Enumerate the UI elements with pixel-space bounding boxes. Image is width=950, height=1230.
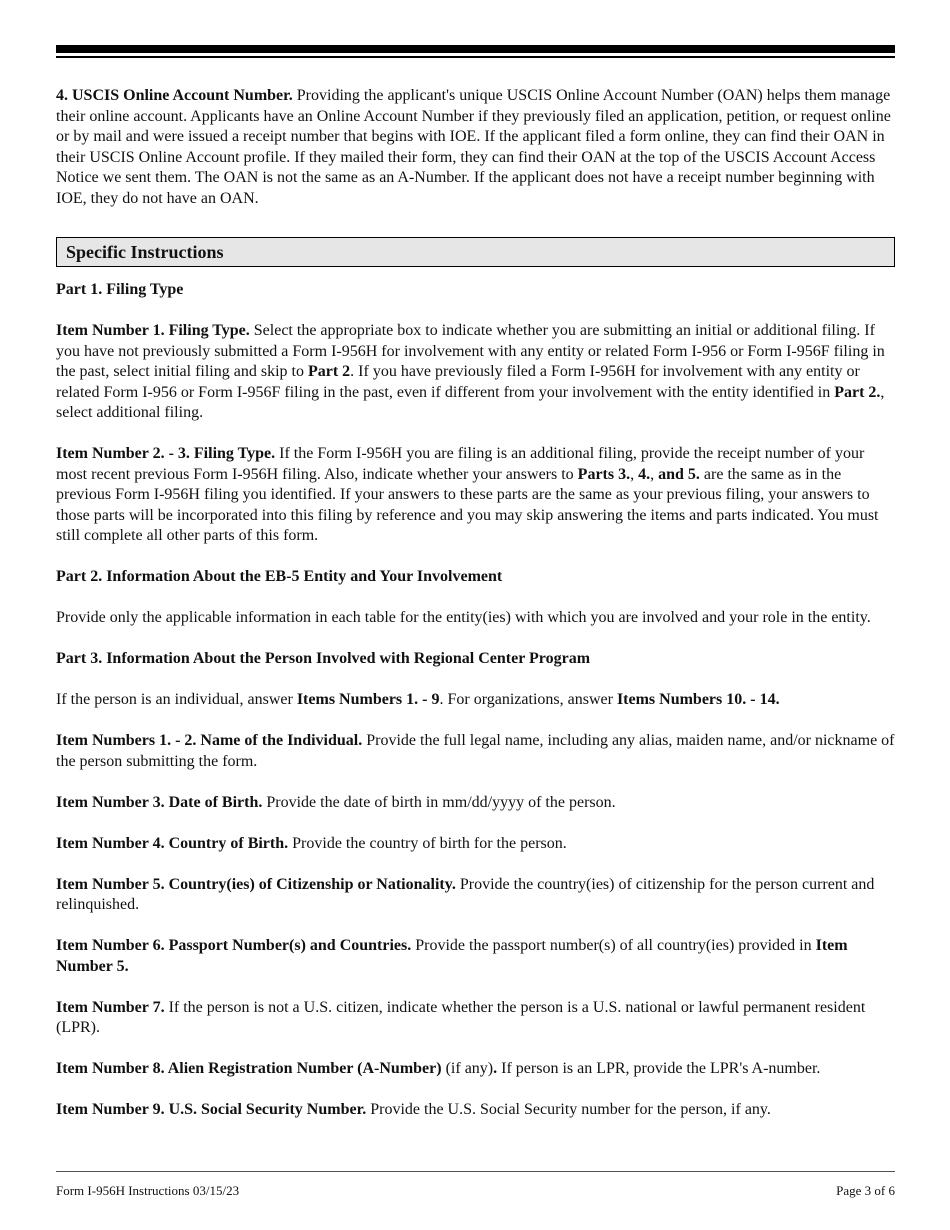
part3-item5-paragraph: Item Number 5. Country(ies) of Citizenship or Nationality. Provide the country(ies) of citizenship for the person current and relinquished. bbox=[56, 875, 875, 913]
header-thin-rule bbox=[56, 56, 895, 58]
part3-item12-paragraph: Item Numbers 1. - 2. Name of the Individual. Provide the full legal name, including any alias, maiden name, and/or nickname of the person submitting the form. bbox=[56, 732, 895, 770]
part1-item23-paragraph: Item Number 2. - 3. Filing Type. If the Form I-956H you are filing is an additional filing, provide the receipt number of your most recent previous Form I-956H filing. Also, indicate whether your answers to Parts 3., 4., and 5. are the same as in the previous Form I-956H filing you identified. If your answers to these parts are the same as your previous filing, your answers to those parts will be incorporated into this filing by reference and you may skip answering the items and parts indicated. You must still complete all other parts of this form. bbox=[56, 445, 879, 544]
part1-item1-paragraph: Item Number 1. Filing Type. Select the appropriate box to indicate whether you are submitting an initial or additional filing. If you have not previously submitted a Form I-956H for involvement with any entity or related Form I-956 or Form I-956F filing in the past, select initial filing and skip to Part 2. If you have previously filed a Form I-956H for involvement with any entity or related Form I-956 or Form I-956F filing in the past, even if different from your involvement with the entity identified in Part 2., select additional filing. bbox=[56, 322, 885, 421]
footer-rule bbox=[56, 1171, 895, 1172]
part2-paragraph: Provide only the applicable information in each table for the entity(ies) with which you are involved and your role in the entity. bbox=[56, 609, 871, 626]
document-page bbox=[56, 0, 895, 1141]
part3-item3-paragraph: Item Number 3. Date of Birth. Provide the date of birth in mm/dd/yyyy of the person. bbox=[56, 793, 616, 811]
part3-item9-paragraph: Item Number 9. U.S. Social Security Number. Provide the U.S. Social Security number for the person, if any. bbox=[56, 1101, 771, 1118]
part1-heading: Part 1. Filing Type bbox=[56, 281, 184, 298]
part3-item8-paragraph: Item Number 8. Alien Registration Number (A-Number) (if any). If person is an LPR, provide the LPR's A-number. bbox=[56, 1060, 821, 1077]
part3-item6-paragraph: Item Number 6. Passport Number(s) and Countries. Provide the passport number(s) of all country(ies) provided in Item Number 5. bbox=[56, 937, 848, 975]
part3-item7-paragraph: Item Number 7. If the person is not a U.S. citizen, indicate whether the person is a U.S. national or lawful permanent resident (LPR). bbox=[56, 998, 866, 1036]
specific-instructions-heading: Specific Instructions bbox=[56, 237, 895, 267]
footer-page-number: Page 3 of 6 bbox=[836, 1183, 895, 1198]
part3-item4-paragraph: Item Number 4. Country of Birth. Provide the country of birth for the person. bbox=[56, 834, 567, 852]
oan-paragraph: 4. USCIS Online Account Number. Providing the applicant's unique USCIS Online Account Number (OAN) helps them manage their online account. Applicants have an Online Account Number if they previously filed an application, petition, or request online or by mail and were issued a receipt number that begins with IOE. If the applicant filed a form online, they can find their OAN in their USCIS Online Account profile. If they mailed their form, they can find their OAN at the top of the USCIS Account Access Notice we sent them. The OAN is not the same as an A-Number. If the applicant does not have a receipt number beginning with IOE, they do not have an OAN. bbox=[56, 87, 891, 207]
footer-form-id: Form I-956H Instructions 03/15/23 bbox=[56, 1183, 240, 1198]
header-thick-rule bbox=[56, 45, 895, 53]
part3-intro-paragraph: If the person is an individual, answer Items Numbers 1. - 9. For organizations, answer Items Numbers 10. - 14. bbox=[56, 691, 780, 708]
part2-heading: Part 2. Information About the EB-5 Entity and Your Involvement bbox=[56, 568, 503, 585]
part3-heading: Part 3. Information About the Person Involved with Regional Center Program bbox=[56, 650, 591, 667]
